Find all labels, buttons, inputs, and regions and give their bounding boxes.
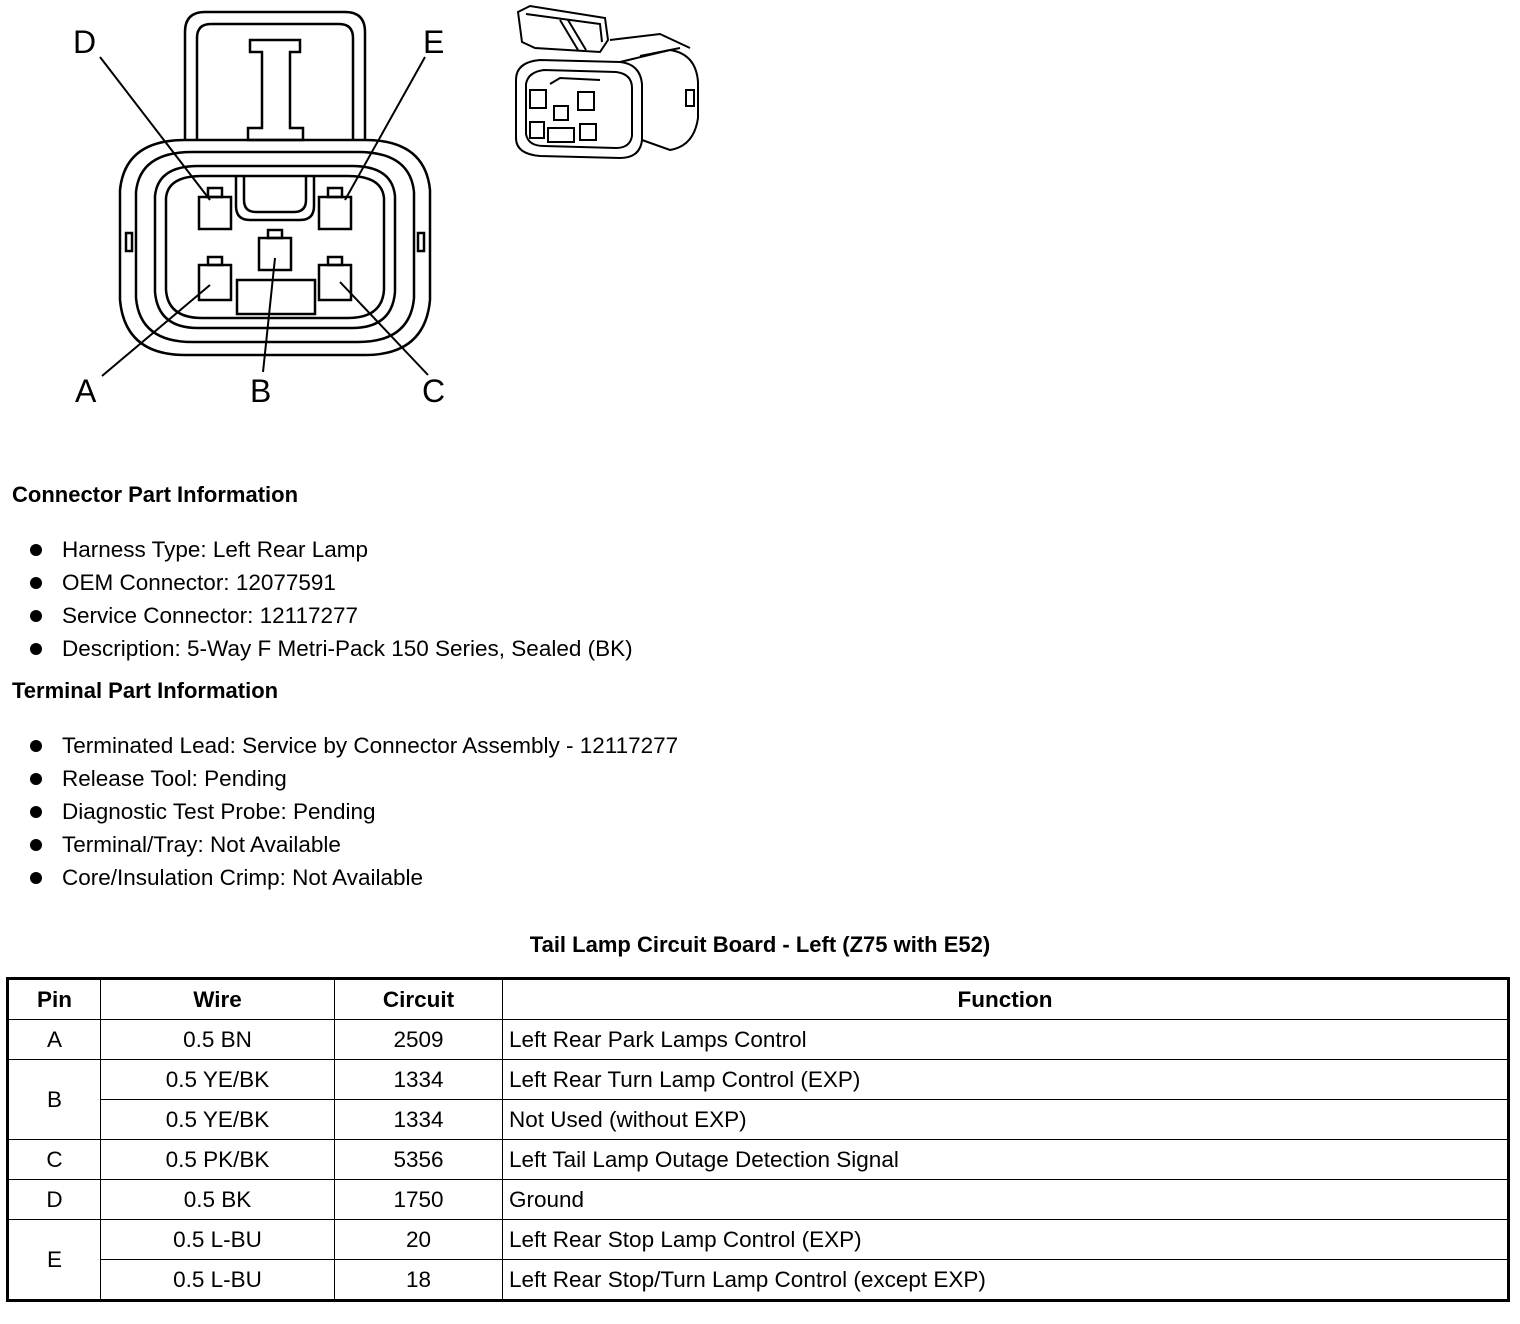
list-item: Diagnostic Test Probe: Pending <box>24 795 678 828</box>
list-item: Release Tool: Pending <box>24 762 678 795</box>
terminal-part-info-list <box>24 729 678 894</box>
connector-part-info-heading: Connector Part Information <box>12 482 299 507</box>
cell-wire: 0.5 L-BU <box>101 1260 335 1301</box>
table-header-row <box>8 979 1509 1020</box>
table-row <box>8 1060 1509 1100</box>
table-row <box>8 1020 1509 1060</box>
table-title: Tail Lamp Circuit Board - Left (Z75 with E52) <box>529 932 991 957</box>
cell-circuit: 1334 <box>335 1100 503 1140</box>
cell-circuit: 20 <box>335 1220 503 1260</box>
cell-function: Left Rear Stop/Turn Lamp Control (except EXP) <box>503 1260 1509 1301</box>
table-row <box>8 1260 1509 1301</box>
cell-function: Left Rear Turn Lamp Control (EXP) <box>503 1060 1509 1100</box>
cell-pin: D <box>8 1180 101 1220</box>
list-item: Terminated Lead: Service by Connector Assembly - 12117277 <box>24 729 678 762</box>
cell-circuit: 1750 <box>335 1180 503 1220</box>
table-row <box>8 1140 1509 1180</box>
pin-label-e: E <box>423 24 445 60</box>
cell-pin: E <box>8 1220 101 1301</box>
cell-wire: 0.5 YE/BK <box>101 1100 335 1140</box>
table-row <box>8 1220 1509 1260</box>
cell-circuit: 2509 <box>335 1020 503 1060</box>
list-item: OEM Connector: 12077591 <box>24 566 633 599</box>
cell-pin: A <box>8 1020 101 1060</box>
list-item: Harness Type: Left Rear Lamp <box>24 533 633 566</box>
list-item: Description: 5-Way F Metri-Pack 150 Series, Sealed (BK) <box>24 632 633 665</box>
list-item: Service Connector: 12117277 <box>24 599 633 632</box>
cell-function: Not Used (without EXP) <box>503 1100 1509 1140</box>
table-row <box>8 1100 1509 1140</box>
list-item: Core/Insulation Crimp: Not Available <box>24 861 678 894</box>
list-item: Terminal/Tray: Not Available <box>24 828 678 861</box>
connector-isometric-diagram <box>508 0 708 175</box>
pin-label-a: A <box>75 373 97 409</box>
cell-wire: 0.5 L-BU <box>101 1220 335 1260</box>
cell-function: Left Rear Park Lamps Control <box>503 1020 1509 1060</box>
connector-part-info-list <box>24 533 633 665</box>
cell-function: Left Rear Stop Lamp Control (EXP) <box>503 1220 1509 1260</box>
cell-pin: C <box>8 1140 101 1180</box>
cell-circuit: 18 <box>335 1260 503 1301</box>
cell-function: Ground <box>503 1180 1509 1220</box>
header-pin: Pin <box>8 979 101 1020</box>
cell-function: Left Tail Lamp Outage Detection Signal <box>503 1140 1509 1180</box>
table-row <box>8 1180 1509 1220</box>
cell-circuit: 5356 <box>335 1140 503 1180</box>
cell-wire: 0.5 BK <box>101 1180 335 1220</box>
cell-wire: 0.5 PK/BK <box>101 1140 335 1180</box>
cell-wire: 0.5 BN <box>101 1020 335 1060</box>
cell-wire: 0.5 YE/BK <box>101 1060 335 1100</box>
connector-face-diagram <box>60 0 480 425</box>
pin-label-d: D <box>73 24 97 60</box>
header-function: Function <box>503 979 1509 1020</box>
header-circuit: Circuit <box>335 979 503 1020</box>
pinout-table <box>6 977 1510 1302</box>
pin-label-b: B <box>250 373 272 409</box>
pin-label-c: C <box>422 373 446 409</box>
cell-circuit: 1334 <box>335 1060 503 1100</box>
cell-pin: B <box>8 1060 101 1140</box>
terminal-part-info-heading: Terminal Part Information <box>12 678 279 703</box>
header-wire: Wire <box>101 979 335 1020</box>
